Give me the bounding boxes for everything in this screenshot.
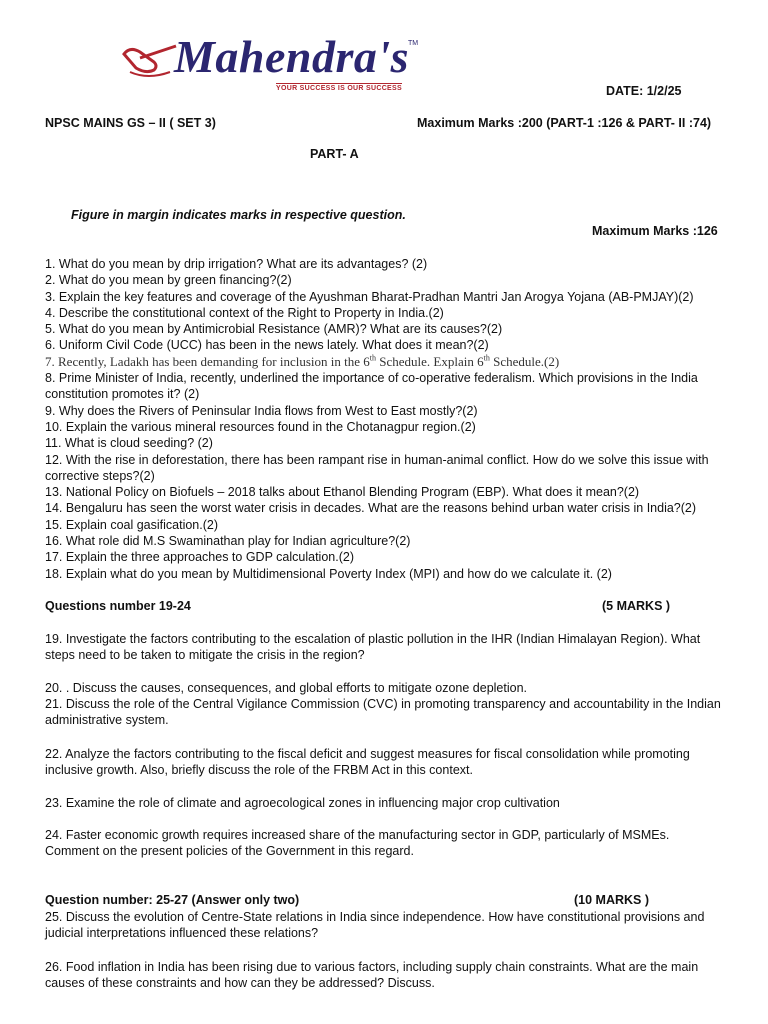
question-25: 25. Discuss the evolution of Centre-State relations in India since independence. How have constitutional provisions and judicial interpretations influenced these relations? (45, 910, 705, 941)
question-26: 26. Food inflation in India has been rising due to various factors, including supply chain constraints. What are the main causes of these constraints and how can they be addressed? Discuss. (45, 960, 699, 991)
question-22: 22. Analyze the factors contributing to the fiscal deficit and suggest measures for fiscal consolidation while promoting inclusive growth. Also, briefly discuss the role of the FRBM Act in this context. (45, 747, 690, 778)
logo-trademark: TM (408, 40, 419, 47)
question-item: 16. What role did M.S Swaminathan play for Indian agriculture?(2) (45, 534, 411, 549)
question-item: 14. Bengaluru has seen the worst water crisis in decades. What are the reasons behind urban water crisis in India?(2) (45, 501, 697, 516)
question-item: 11. What is cloud seeding? (2) (45, 436, 213, 451)
question-item: 13. National Policy on Biofuels – 2018 talks about Ethanol Blending Program (EBP). What does it mean?(2) (45, 485, 640, 500)
question-item: 10. Explain the various mineral resources found in the Chotanagpur region.(2) (45, 419, 476, 434)
exam-title: NPSC MAINS GS – II ( SET 3) (45, 116, 216, 130)
question-item: 4. Describe the constitutional context of the Right to Property in India.(2) (45, 305, 444, 320)
question-20: 20. . Discuss the causes, consequences, and global efforts to mitigate ozone depletion. (45, 681, 528, 695)
instruction: Figure in margin indicates marks in respective question. (71, 208, 406, 222)
question-21: 21. Discuss the role of the Central Vigilance Commission (CVC) in promoting transparency and accountability in the Indian administrative system. (45, 697, 721, 728)
question-19: 19. Investigate the factors contributing to the escalation of plastic pollution in the IHR (Indian Himalayan Region). What steps need to be taken to mitigate the crisis in the region? (45, 632, 701, 663)
question-item: 8. Prime Minister of India, recently, underlined the importance of co-operative federalism. Which provisions in the India constitution promotes it? (2) (45, 371, 698, 402)
section-2-title: Questions number 19-24 (45, 599, 191, 613)
question-item: 2. What do you mean by green financing?(2) (45, 273, 292, 288)
part-heading: PART- A (310, 147, 359, 161)
question-item: 12. With the rise in deforestation, there has been rampant rise in human-animal conflict. How do we solve this issue with corrective steps?(2) (45, 452, 709, 483)
question-item: 6. Uniform Civil Code (UCC) has been in the news lately. What does it mean?(2) (45, 338, 489, 353)
questions-block-1 (45, 256, 725, 582)
logo-tagline: YOUR SUCCESS IS OUR SUCCESS (276, 85, 402, 92)
exam-date: DATE: 1/2/25 (606, 84, 682, 98)
question-item: 1. What do you mean by drip irrigation? What are its advantages? (2) (45, 257, 428, 271)
logo-name: Mahendra's (174, 31, 410, 82)
question-23: 23. Examine the role of climate and agroecological zones in influencing major crop cultivation (45, 796, 560, 810)
question-24: 24. Faster economic growth requires increased share of the manufacturing sector in GDP, particularly of MSMEs. Comment on the present policies of the Government in this regard. (45, 828, 670, 859)
maximum-marks: Maximum Marks :200 (PART-1 :126 & PART- II :74) (417, 116, 712, 130)
question-item: 17. Explain the three approaches to GDP calculation.(2) (45, 550, 354, 565)
question-item: 9. Why does the Rivers of Peninsular India flows from West to East mostly?(2) (45, 403, 478, 418)
section-3-marks: (10 MARKS ) (574, 893, 650, 907)
section-max-marks: Maximum Marks :126 (592, 224, 718, 238)
mahendras-logo (120, 31, 420, 98)
question-item-7: 7. Recently, Ladakh has been demanding for inclusion in the 6th Schedule. Explain 6th Schedule.(2) (45, 353, 560, 369)
question-item: 5. What do you mean by Antimicrobial Resistance (AMR)? What are its causes?(2) (45, 322, 503, 337)
section-2-marks: (5 MARKS ) (602, 599, 671, 613)
quill-hand-icon (120, 42, 180, 82)
question-item: 3. Explain the key features and coverage of the Ayushman Bharat-Pradhan Mantri Jan Arogya Yojana (AB-PMJAY)(2) (45, 289, 694, 304)
section-3-title: Question number: 25-27 (Answer only two) (45, 893, 300, 907)
question-item: 18. Explain what do you mean by Multidimensional Poverty Index (MPI) and how do we calculate it. (2) (45, 566, 612, 581)
question-item: 15. Explain coal gasification.(2) (45, 517, 219, 532)
